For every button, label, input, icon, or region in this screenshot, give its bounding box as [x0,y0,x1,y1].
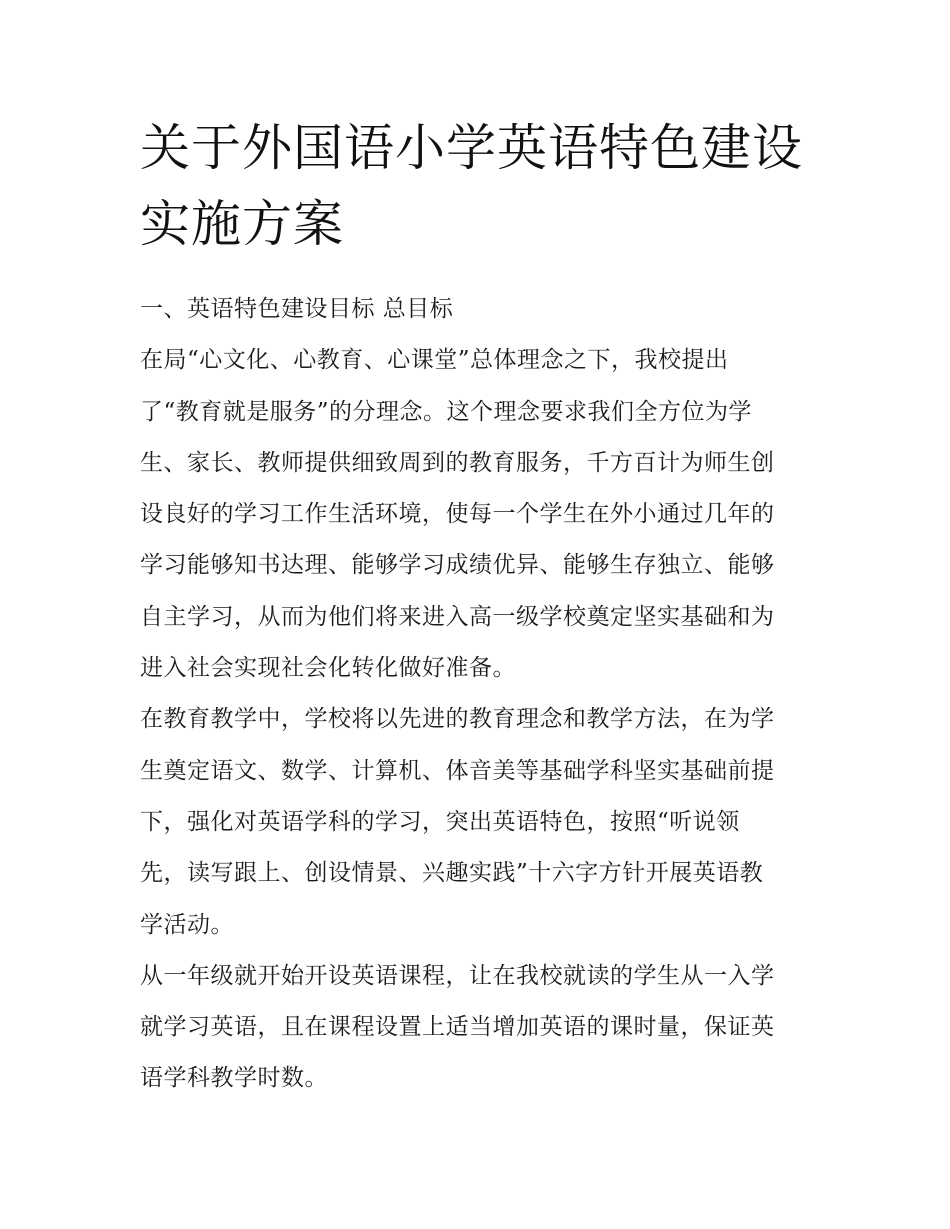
document-title [140,110,820,262]
text-line: 设良好的学习工作生活环境，使每一个学生在外小通过几年的 [140,501,775,528]
text-line: 生、家长、教师提供细致周到的教育服务，千方百计为师生创 [140,449,775,476]
text-line: 下，强化对英语学科的学习，突出英语特色，按照“听说领 [140,808,740,835]
text-line: 自主学习，从而为他们将来进入高一级学校奠定坚实基础和为 [140,603,775,630]
text-line: 语学科教学时数。 [140,1065,328,1092]
text-line: 生奠定语文、数学、计算机、体音美等基础学科坚实基础前提 [140,757,775,784]
text-line: 学习能够知书达理、能够学习成绩优异、能够生存独立、能够 [140,552,775,579]
text-line: 从一年级就开始开设英语课程，让在我校就读的学生从一入学 [140,962,775,989]
document-body [140,284,820,1105]
text-line: 进入社会实现社会化转化做好准备。 [140,655,516,682]
title-line-2: 实施方案 [140,195,344,253]
title-line-1: 关于外国语小学英语特色建设 [140,119,803,177]
section-heading: 一、英语特色建设目标 总目标 [140,296,454,322]
text-line: 就学习英语，且在课程设置上适当增加英语的课时量，保证英 [140,1014,775,1041]
text-line: 了“教育就是服务”的分理念。这个理念要求我们全方位为学 [140,398,753,425]
text-line: 学活动。 [140,911,234,938]
text-line: 在教育教学中，学校将以先进的教育理念和教学方法，在为学 [140,706,775,733]
document-page [140,110,820,1105]
text-line: 先，读写跟上、创设情景、兴趣实践”十六字方针开展英语教 [140,860,764,887]
text-line: 在局“心文化、心教育、心课堂”总体理念之下，我校提出 [140,347,729,374]
